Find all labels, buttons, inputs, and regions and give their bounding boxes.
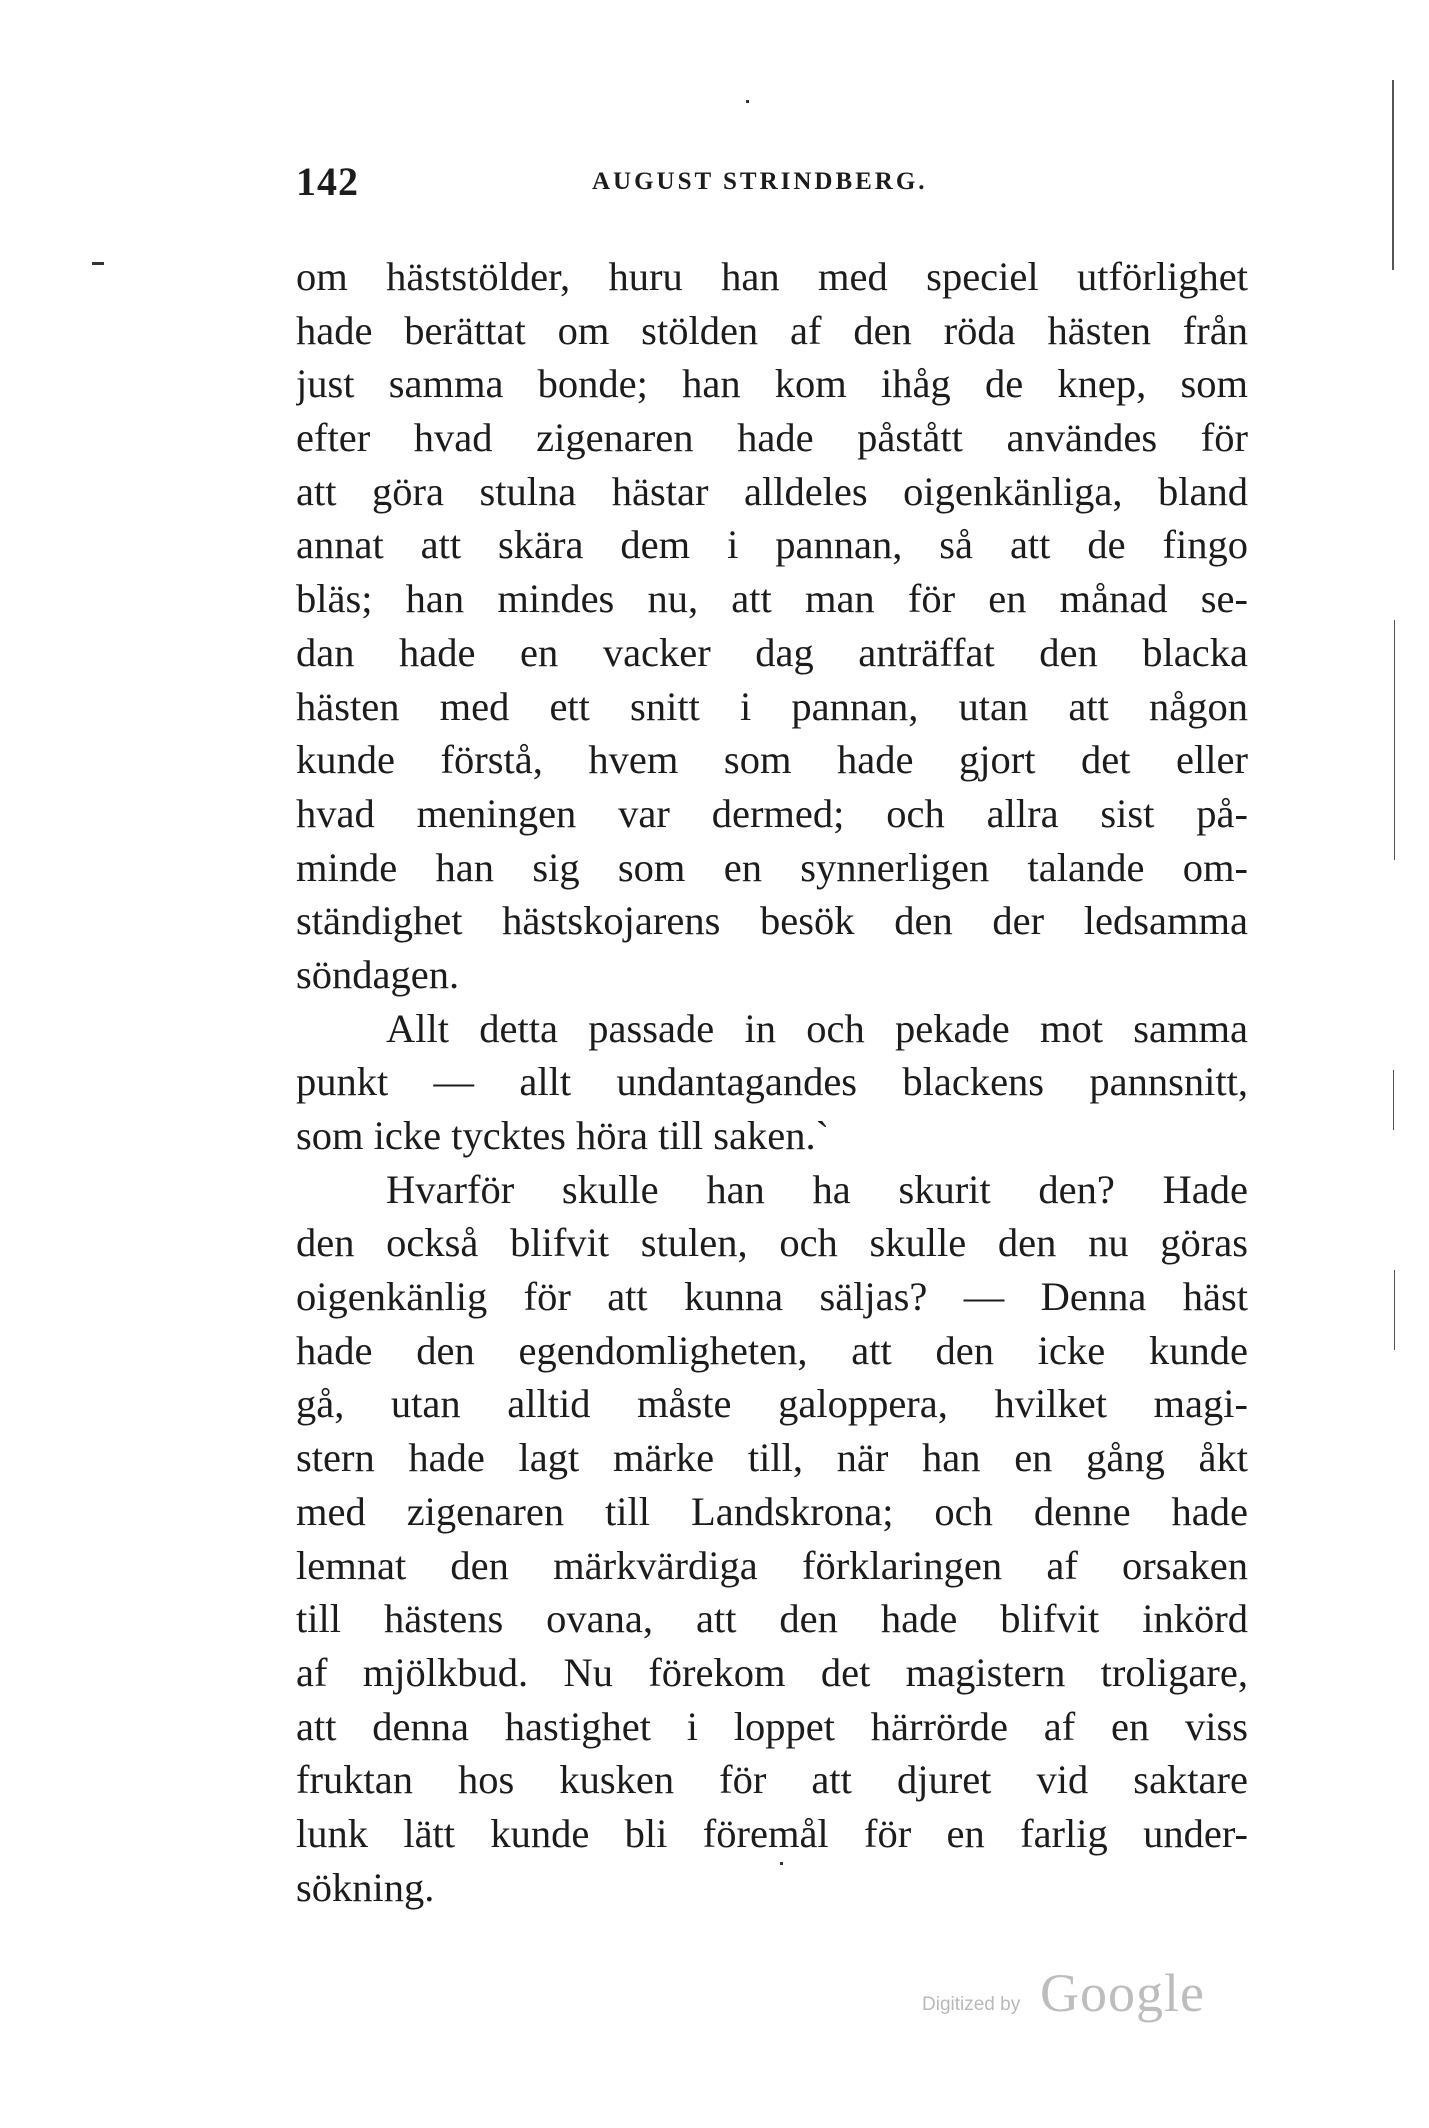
text-line: lunk lätt kunde bli föremål för en farlig under- bbox=[296, 1810, 1248, 1856]
scan-margin-line bbox=[1394, 620, 1395, 860]
text-line: stern hade lagt märke till, när han en gång åkt bbox=[296, 1435, 1248, 1481]
text-line: den också blifvit stulen, och skulle den nu göras bbox=[296, 1220, 1248, 1266]
text-line: till hästens ovana, att den hade blifvit inkörd bbox=[296, 1596, 1248, 1642]
text-line: efter hvad zigenaren hade påstått användes för bbox=[296, 415, 1248, 461]
body-text bbox=[296, 250, 1248, 1914]
text-line: hade den egendomligheten, att den icke kunde bbox=[296, 1327, 1248, 1373]
text-line: om häststölder, huru han med speciel utförlighet bbox=[296, 254, 1248, 299]
text-line: annat att skära dem i pannan, så att de fingo bbox=[296, 522, 1248, 568]
text-line: som icke tycktes höra till saken.` bbox=[296, 1113, 830, 1158]
scan-speck bbox=[92, 262, 104, 265]
page-number: 142 bbox=[296, 159, 359, 204]
google-logo: Google bbox=[1040, 1963, 1205, 2023]
running-head: AUGUST STRINDBERG. bbox=[592, 168, 928, 195]
text-line: dan hade en vacker dag anträffat den blacka bbox=[296, 629, 1248, 675]
text-line: hästen med ett snitt i pannan, utan att någon bbox=[296, 683, 1248, 729]
text-line: Hvarför skulle han ha skurit den? Hade bbox=[386, 1166, 1248, 1212]
text-line: med zigenaren till Landskrona; och denne hade bbox=[296, 1488, 1248, 1534]
text-line: Allt detta passade in och pekade mot samma bbox=[386, 1005, 1248, 1051]
digitized-watermark bbox=[922, 1960, 1242, 2030]
page-header bbox=[296, 158, 1236, 208]
text-line: ständighet hästskojarens besök den der ledsamma bbox=[296, 898, 1248, 944]
text-line: lemnat den märkvärdiga förklaringen af orsaken bbox=[296, 1542, 1248, 1588]
scan-speck bbox=[780, 1862, 783, 1865]
text-line: just samma bonde; han kom ihåg de knep, som bbox=[296, 361, 1248, 407]
scan-margin-line bbox=[1394, 1270, 1395, 1350]
text-line: minde han sig som en synnerligen talande om- bbox=[296, 844, 1248, 890]
text-line: af mjölkbud. Nu förekom det magistern troligare, bbox=[296, 1649, 1248, 1695]
text-line: att göra stulna hästar alldeles oigenkänliga, bland bbox=[296, 468, 1248, 514]
scan-margin-line bbox=[1392, 80, 1394, 270]
text-line: bläs; han mindes nu, att man för en månad se- bbox=[296, 576, 1248, 622]
text-line: oigenkänlig för att kunna säljas? — Denna häst bbox=[296, 1274, 1248, 1320]
text-line: fruktan hos kusken för att djuret vid saktare bbox=[296, 1757, 1248, 1803]
text-line: hade berättat om stölden af den röda hästen från bbox=[296, 307, 1248, 353]
text-line: hvad meningen var dermed; och allra sist på- bbox=[296, 790, 1248, 836]
scan-speck bbox=[746, 100, 749, 103]
text-line: att denna hastighet i loppet härrörde af en viss bbox=[296, 1703, 1248, 1749]
text-line: sökning. bbox=[296, 1864, 435, 1910]
scan-margin-line bbox=[1393, 1070, 1394, 1130]
text-line: punkt — allt undantagandes blackens pannsnitt, bbox=[296, 1059, 1248, 1105]
text-line: söndagen. bbox=[296, 951, 460, 997]
text-line: gå, utan alltid måste galoppera, hvilket magi- bbox=[296, 1381, 1248, 1427]
text-line: kunde förstå, hvem som hade gjort det eller bbox=[296, 737, 1248, 783]
digitized-label: Digitized by bbox=[922, 1994, 1021, 2015]
